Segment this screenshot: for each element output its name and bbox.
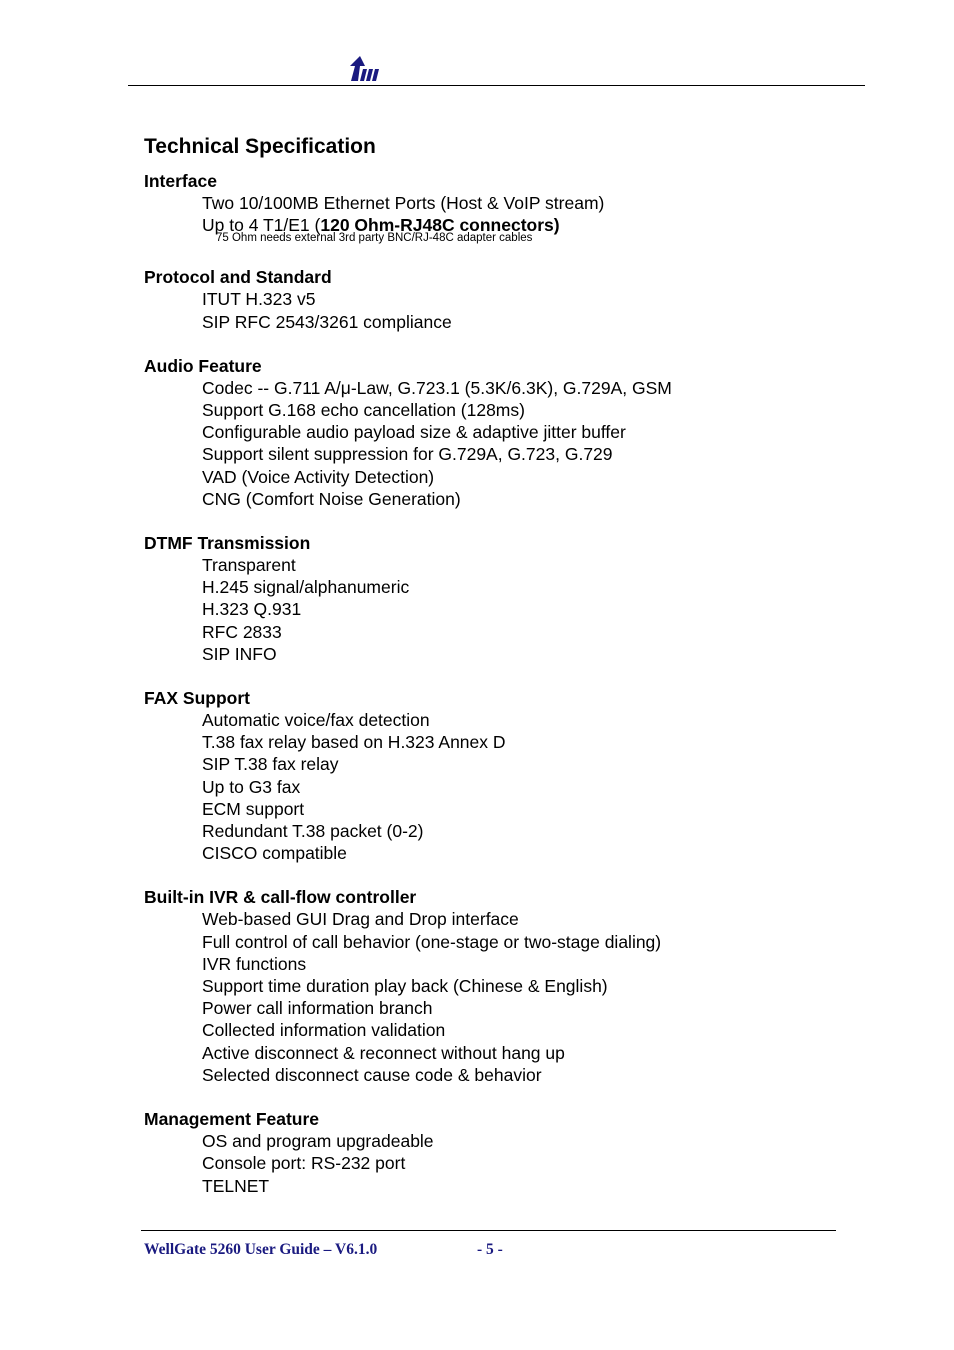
list-item: H.323 Q.931 bbox=[202, 599, 302, 620]
list-item: H.245 signal/alphanumeric bbox=[202, 577, 410, 598]
section-heading: FAX Support bbox=[144, 688, 250, 709]
list-item: Up to G3 fax bbox=[202, 776, 301, 797]
item-bold-text: 120 Ohm-RJ48C connectors) bbox=[320, 215, 560, 236]
list-item: Collected information validation bbox=[202, 1020, 446, 1041]
spec-list bbox=[144, 554, 844, 665]
list-item: Support time duration play back (Chinese & English) bbox=[202, 976, 608, 997]
section-interface bbox=[144, 170, 844, 244]
list-item: Redundant T.38 packet (0-2) bbox=[202, 821, 424, 842]
list-item: Support silent suppression for G.729A, G.723, G.729 bbox=[202, 444, 613, 465]
spec-list bbox=[144, 288, 844, 332]
list-item: Console port: RS-232 port bbox=[202, 1153, 406, 1174]
list-item: Active disconnect & reconnect without hang up bbox=[202, 1042, 565, 1063]
section-heading: Protocol and Standard bbox=[144, 267, 332, 288]
list-item: VAD (Voice Activity Detection) bbox=[202, 466, 435, 487]
section-heading: Built-in IVR & call-flow controller bbox=[144, 887, 417, 908]
list-item: Configurable audio payload size & adaptive jitter buffer bbox=[202, 422, 626, 443]
list-item: RFC 2833 bbox=[202, 621, 282, 642]
spec-section bbox=[144, 886, 844, 1086]
footnote-text: 75 Ohm needs external 3rd party BNC/RJ-48C adapter cables bbox=[216, 232, 533, 245]
list-item: Web-based GUI Drag and Drop interface bbox=[202, 909, 519, 930]
spec-section bbox=[144, 355, 844, 510]
list-item: ECM support bbox=[202, 798, 305, 819]
list-item: ITUT H.323 v5 bbox=[202, 289, 316, 310]
section-heading: Interface bbox=[144, 171, 217, 191]
list-item: Power call information branch bbox=[202, 998, 433, 1019]
list-item: SIP INFO bbox=[202, 643, 277, 664]
spec-list bbox=[144, 192, 844, 244]
page-title: Technical Specification bbox=[144, 135, 376, 158]
spec-section bbox=[144, 266, 844, 332]
list-item: Selected disconnect cause code & behavior bbox=[202, 1064, 542, 1085]
list-item: SIP T.38 fax relay bbox=[202, 754, 339, 775]
item-text: Up to 4 T1/E1 ( bbox=[202, 215, 321, 236]
list-item: Two 10/100MB Ethernet Ports (Host & VoIP stream) bbox=[202, 193, 605, 213]
spec-list bbox=[144, 377, 844, 510]
footer-divider bbox=[141, 1230, 836, 1231]
footer-guide-title: WellGate 5260 User Guide – V6.1.0 bbox=[144, 1241, 378, 1258]
list-item: Support G.168 echo cancellation (128ms) bbox=[202, 400, 525, 421]
spec-list bbox=[144, 709, 844, 864]
list-item: CNG (Comfort Noise Generation) bbox=[202, 488, 461, 509]
page-number: - 5 - bbox=[477, 1241, 503, 1258]
spec-section bbox=[144, 1108, 844, 1197]
spec-section bbox=[144, 532, 844, 665]
list-item: Codec -- G.711 A/μ-Law, G.723.1 (5.3K/6.3K), G.729A, GSM bbox=[202, 377, 672, 398]
section-heading: Management Feature bbox=[144, 1109, 320, 1130]
list-item: CISCO compatible bbox=[202, 843, 347, 864]
company-logo-icon bbox=[348, 55, 380, 83]
spec-list bbox=[144, 908, 844, 1086]
list-item: OS and program upgradeable bbox=[202, 1131, 434, 1152]
list-item: T.38 fax relay based on H.323 Annex D bbox=[202, 732, 506, 753]
list-item: Transparent bbox=[202, 555, 296, 576]
spec-list bbox=[144, 1130, 844, 1197]
section-heading: Audio Feature bbox=[144, 355, 262, 376]
document-body bbox=[144, 133, 844, 1197]
list-item: IVR functions bbox=[202, 953, 307, 974]
section-heading: DTMF Transmission bbox=[144, 533, 311, 554]
spec-section bbox=[144, 687, 844, 864]
list-item: Automatic voice/fax detection bbox=[202, 710, 430, 731]
list-item: SIP RFC 2543/3261 compliance bbox=[202, 311, 452, 332]
list-item: Full control of call behavior (one-stage or two-stage dialing) bbox=[202, 931, 662, 952]
list-item: TELNET bbox=[202, 1175, 270, 1196]
header-divider bbox=[128, 85, 865, 86]
